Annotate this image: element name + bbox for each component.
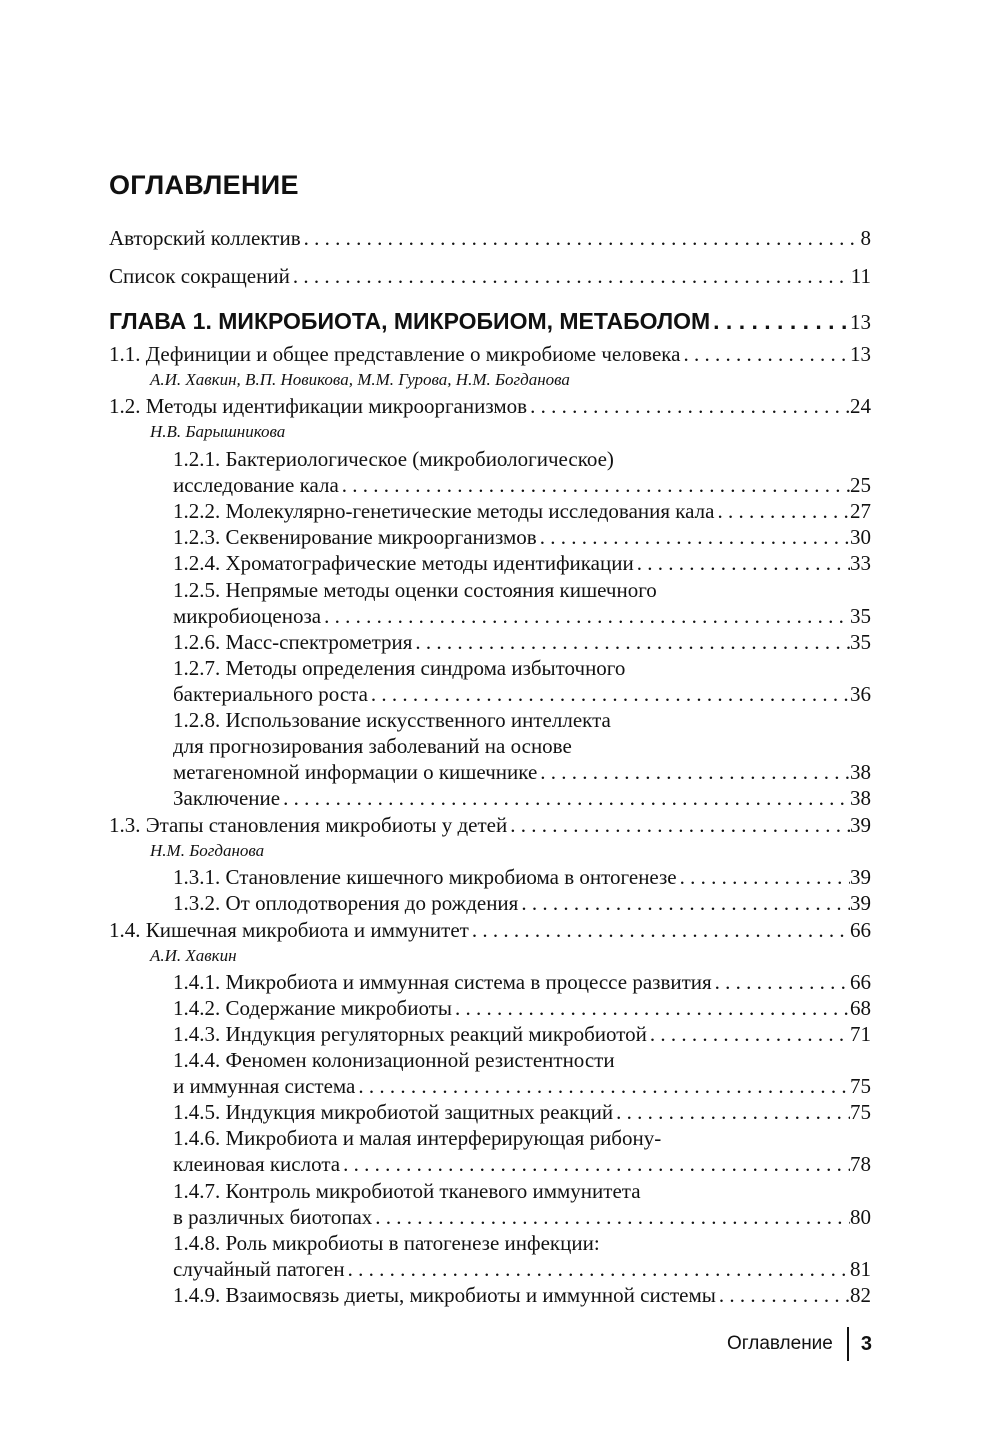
toc-entry-authors[interactable] <box>109 225 871 251</box>
toc-subsection-1-4-4[interactable] <box>173 1073 871 1099</box>
toc-page-number: 8 <box>860 226 871 250</box>
toc-subsection-1-4-2[interactable] <box>173 995 871 1021</box>
toc-page-number: 11 <box>850 264 871 288</box>
toc-authors: А.И. Хавкин, В.П. Новикова, М.М. Гурова, Н.М. Богданова <box>150 370 570 389</box>
toc-subsection-text: для прогнозирования заболеваний на основе <box>173 734 572 758</box>
toc-authors: Н.М. Богданова <box>150 841 265 860</box>
toc-section-1-2[interactable] <box>109 393 871 419</box>
toc-subsection-text: 1.2.1. Бактериологическое (микробиологическое) <box>173 447 614 471</box>
toc-page-number: 82 <box>850 1283 871 1307</box>
toc-subsection-text: 1.4.6. Микробиота и малая интерферирующая рибону- <box>173 1126 662 1150</box>
toc-entry-text: исследование кала <box>173 473 339 497</box>
toc-entry-text: 1.1. Дефиниции и общее представление о микробиоме человека <box>109 342 681 366</box>
toc-entry-text: 1.2.2. Молекулярно-генетические методы исследования кала <box>173 499 715 523</box>
toc-page-number: 25 <box>850 473 871 497</box>
toc-subsection-text: 1.4.4. Феномен колонизационной резистентности <box>173 1048 615 1072</box>
toc-subsection-1-3-2[interactable] <box>173 890 871 916</box>
toc-page-number: 75 <box>850 1074 871 1098</box>
toc-entry-text: клеиновая кислота <box>173 1152 341 1176</box>
footer-divider <box>847 1327 849 1361</box>
toc-subsection-1-2-4[interactable] <box>173 550 871 576</box>
toc-subsection-1-2-1[interactable] <box>173 472 871 498</box>
toc-page-number: 71 <box>850 1022 871 1046</box>
toc-subsection-1-2-8[interactable] <box>173 759 871 785</box>
toc-subsection-1-4-1[interactable] <box>173 969 871 995</box>
page-footer <box>727 1326 872 1362</box>
toc-page-number: 75 <box>850 1100 871 1124</box>
toc-subsection-1-4-5[interactable] <box>173 1099 871 1125</box>
toc-page-number: 13 <box>850 342 871 366</box>
toc-subsection-1-4-8[interactable] <box>173 1256 871 1282</box>
toc-subsection-1-2-2[interactable] <box>173 498 871 524</box>
toc-entry-text: 1.4.9. Взаимосвязь диеты, микробиоты и иммунной системы <box>173 1283 716 1307</box>
toc-entry-text: метагеномной информации о кишечнике <box>173 760 538 784</box>
toc-page-number: 13 <box>850 310 871 334</box>
toc-page-number: 35 <box>850 630 871 654</box>
toc-page-number: 38 <box>850 786 871 810</box>
toc-page-number: 30 <box>850 525 871 549</box>
toc-subsection-1-4-6[interactable] <box>173 1151 871 1177</box>
toc-entry-text: Заключение <box>173 786 281 810</box>
toc-entry-text: и иммунная система <box>173 1074 356 1098</box>
toc-authors: А.И. Хавкин <box>150 946 237 965</box>
toc-entry-text: в различных биотопах <box>173 1205 373 1229</box>
toc-page-number: 36 <box>850 682 871 706</box>
toc-section-1-3[interactable] <box>109 812 871 838</box>
toc-subsection-1-2-7[interactable] <box>173 681 871 707</box>
toc-page-number: 33 <box>850 551 871 575</box>
page-title: ОГЛАВЛЕНИЕ <box>109 170 299 200</box>
footer-label: Оглавление <box>726 1333 833 1354</box>
toc-entry-abbreviations[interactable] <box>109 263 871 289</box>
toc-page-number: 66 <box>850 970 871 994</box>
toc-subsection-text: 1.2.8. Использование искусственного интеллекта <box>173 708 611 732</box>
toc-entry-text: 1.4.5. Индукция микробиотой защитных реакций <box>173 1100 614 1124</box>
toc-subsection-text: 1.2.7. Методы определения синдрома избыточного <box>173 656 626 680</box>
toc-subsection-1-2-6[interactable] <box>173 629 871 655</box>
toc-page-number: 24 <box>850 394 871 418</box>
toc-page-number: 68 <box>850 996 871 1020</box>
toc-entry-text: микробиоценоза <box>173 604 322 628</box>
toc-subsection-1-3-1[interactable] <box>173 864 871 890</box>
toc-entry-text: 1.4. Кишечная микробиота и иммунитет <box>109 918 469 942</box>
toc-subsection-1-4-3[interactable] <box>173 1021 871 1047</box>
toc-subsection-text: 1.2.5. Непрямые методы оценки состояния кишечного <box>173 578 657 602</box>
page-number: 3 <box>860 1332 872 1355</box>
toc-entry-text: Список сокращений <box>109 264 290 288</box>
toc-page-number: 81 <box>850 1257 871 1281</box>
toc-entry-text: 1.2. Методы идентификации микроорганизмов <box>109 394 528 418</box>
toc-entry-text: бактериального роста <box>173 682 368 706</box>
toc-page-number: 39 <box>850 813 871 837</box>
toc-page-number: 38 <box>850 760 871 784</box>
toc-entry-text: 1.2.6. Масс-спектрометрия <box>173 630 413 654</box>
toc-subsection-1-4-9[interactable] <box>173 1282 871 1308</box>
toc-chapter-1[interactable] <box>109 308 871 334</box>
toc-entry-text: Авторский коллектив <box>109 226 301 250</box>
toc-entry-text: 1.4.1. Микробиота и иммунная система в процессе развития <box>173 970 712 994</box>
toc-subsection-text: 1.4.8. Роль микробиоты в патогенезе инфекции: <box>173 1231 600 1255</box>
toc-subsection-conclusion[interactable] <box>173 785 871 811</box>
toc-page-number: 78 <box>850 1152 871 1176</box>
toc-entry-text: 1.3.2. От оплодотворения до рождения <box>173 891 519 915</box>
toc-entry-text: 1.2.3. Секвенирование микроорганизмов <box>173 525 537 549</box>
toc-entry-text: 1.2.4. Хроматографические методы идентификации <box>173 551 634 575</box>
toc-chapter-title: ГЛАВА 1. МИКРОБИОТА, МИКРОБИОМ, МЕТАБОЛОМ <box>109 308 711 334</box>
toc-subsection-1-2-5[interactable] <box>173 603 871 629</box>
toc-entry-text: 1.4.3. Индукция регуляторных реакций микробиотой <box>173 1022 647 1046</box>
toc-authors: Н.В. Барышникова <box>150 422 286 441</box>
toc-section-1-1[interactable] <box>109 341 871 367</box>
toc-page-number: 39 <box>850 865 871 889</box>
toc-page-number: 35 <box>850 604 871 628</box>
toc-entry-text: 1.3.1. Становление кишечного микробиома в онтогенезе <box>173 865 677 889</box>
toc-entry-text: случайный патоген <box>173 1257 345 1281</box>
toc-subsection-text: 1.4.7. Контроль микробиотой тканевого иммунитета <box>173 1179 641 1203</box>
toc-entry-text: 1.4.2. Содержание микробиоты <box>173 996 452 1020</box>
toc-entry-text: 1.3. Этапы становления микробиоты у детей <box>109 813 508 837</box>
toc-page-number: 66 <box>850 918 871 942</box>
toc-subsection-1-4-7[interactable] <box>173 1204 871 1230</box>
toc-page-number: 80 <box>850 1205 871 1229</box>
toc-subsection-1-2-3[interactable] <box>173 524 871 550</box>
toc-page-number: 27 <box>850 499 871 523</box>
toc-section-1-4[interactable] <box>109 917 871 943</box>
toc-page-number: 39 <box>850 891 871 915</box>
